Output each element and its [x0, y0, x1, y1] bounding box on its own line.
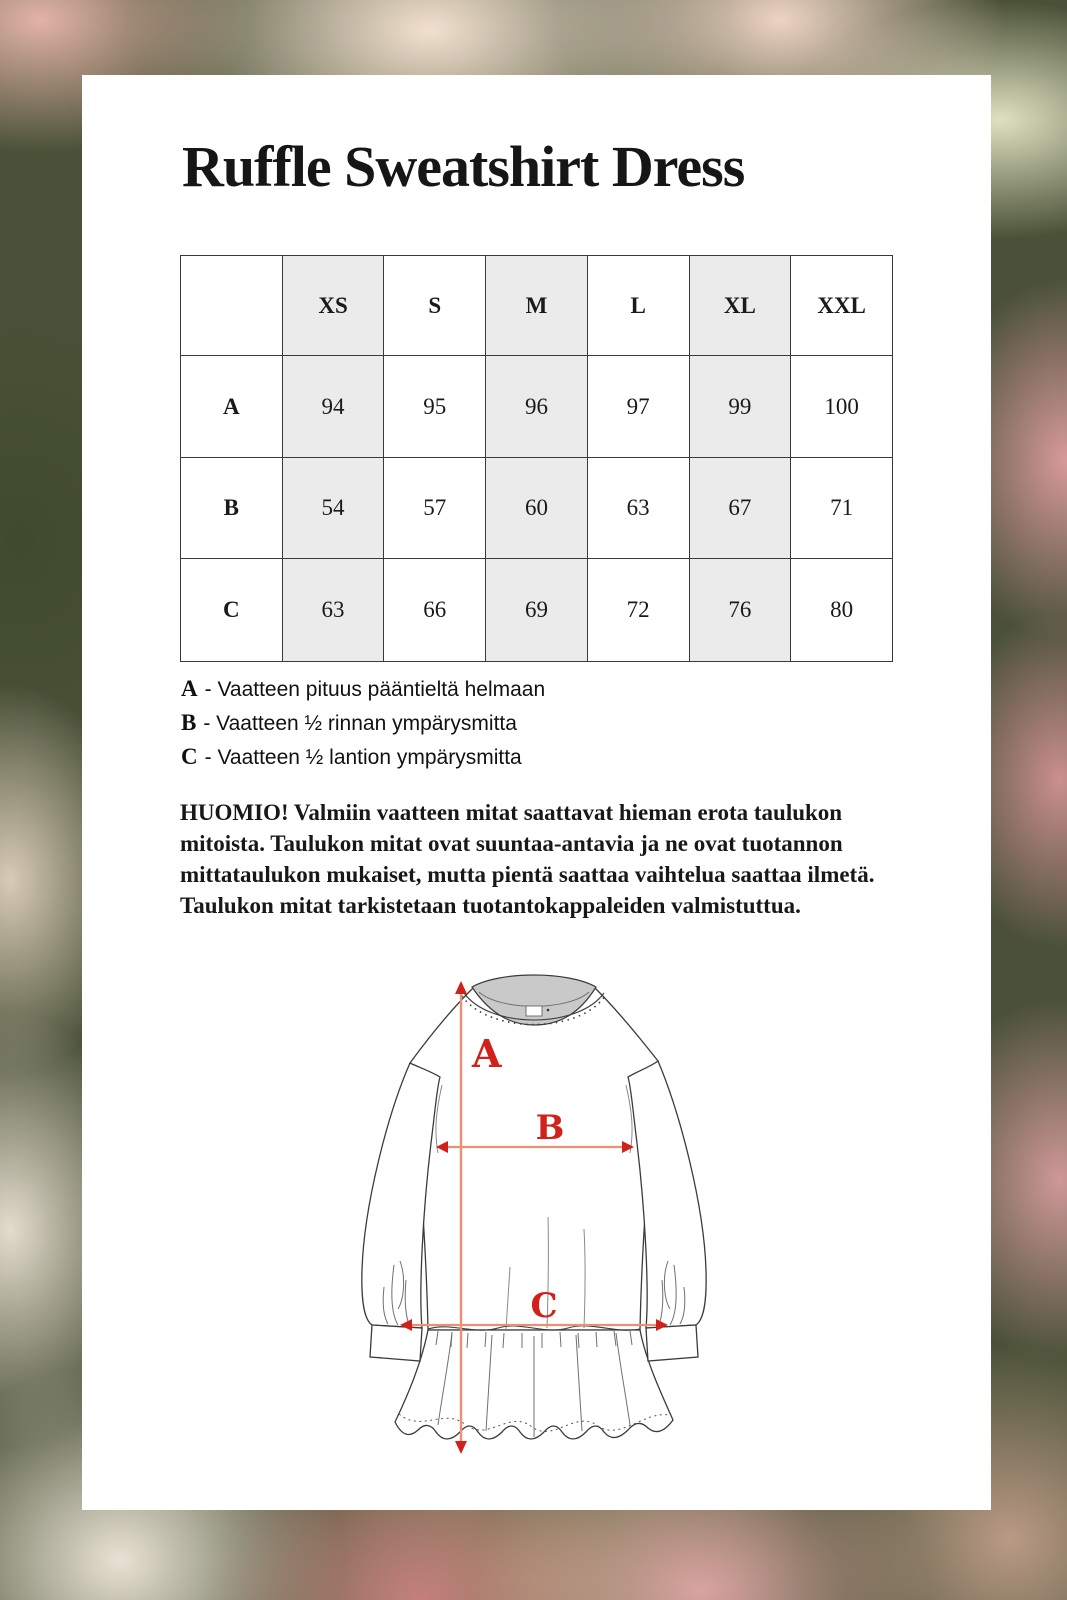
table-row-a [181, 356, 893, 458]
cell-a-xxl: 100 [791, 356, 893, 458]
measurement-label-c: C [530, 1286, 558, 1326]
cell-c-xs: 63 [282, 559, 384, 662]
col-header-m: M [486, 256, 588, 356]
note-paragraph: HUOMIO! Valmiin vaatteen mitat saattavat hieman erota taulukon mitoista. Taulukon mitat ovat suuntaa-antavia ja ne ovat tuotannon mittataulukon mukaiset, mutta pientä saattaa vaihtelua saattaa ilmetä. Taulukon mitat tarkistetaan tuotantokappaleiden valmistuttua. [180, 800, 875, 918]
row-label-a: A [181, 356, 283, 458]
arrow-down-icon [455, 1441, 467, 1454]
row-label-b: B [181, 458, 283, 559]
cell-b-xl: 67 [689, 458, 791, 559]
size-table [180, 255, 893, 662]
size-guide-card [82, 75, 991, 1510]
legend-text: - Vaatteen ½ lantion ympärysmitta [204, 746, 522, 769]
cell-c-xl: 76 [689, 559, 791, 662]
col-header-xxl: XXL [791, 256, 893, 356]
col-header-s: S [384, 256, 486, 356]
cell-c-s: 66 [384, 559, 486, 662]
cell-c-l: 72 [587, 559, 689, 662]
col-header-l: L [587, 256, 689, 356]
legend-text: - Vaatteen pituus pääntieltä helmaan [204, 678, 546, 701]
legend-key: A [181, 676, 198, 701]
legend-key: B [181, 710, 197, 735]
measurement-legend [181, 676, 545, 778]
col-header-xs: XS [282, 256, 384, 356]
left-cuff [370, 1325, 422, 1361]
table-header-row [181, 256, 893, 356]
cell-a-l: 97 [587, 356, 689, 458]
legend-text: - Vaatteen ½ rinnan ympärysmitta [203, 712, 517, 735]
cell-b-l: 63 [587, 458, 689, 559]
cell-b-xs: 54 [282, 458, 384, 559]
legend-item-a [181, 676, 545, 710]
dress-torso [410, 979, 658, 1331]
cell-a-xl: 99 [689, 356, 791, 458]
legend-item-b [181, 710, 545, 744]
cell-a-s: 95 [384, 356, 486, 458]
measurement-label-b: B [535, 1108, 565, 1148]
row-label-c: C [181, 559, 283, 662]
table-row-b [181, 458, 893, 559]
measurement-label-a: A [472, 1031, 502, 1076]
right-cuff [646, 1325, 698, 1361]
corner-cell [181, 256, 283, 356]
legend-key: C [181, 744, 198, 769]
cell-b-s: 57 [384, 458, 486, 559]
dress-measurement-diagram [352, 965, 712, 1460]
cell-a-xs: 94 [282, 356, 384, 458]
page-title: Ruffle Sweatshirt Dress [182, 134, 745, 199]
table-row-c [181, 559, 893, 662]
cell-b-xxl: 71 [791, 458, 893, 559]
cell-a-m: 96 [486, 356, 588, 458]
col-header-xl: XL [689, 256, 791, 356]
cell-c-m: 69 [486, 559, 588, 662]
legend-item-c [181, 744, 545, 778]
arrow-up-icon [455, 981, 467, 994]
neck-label-dot [547, 1009, 550, 1012]
cell-b-m: 60 [486, 458, 588, 559]
neck-label-tag [526, 1006, 542, 1016]
dress-technical-sketch [352, 965, 712, 1460]
cell-c-xxl: 80 [791, 559, 893, 662]
